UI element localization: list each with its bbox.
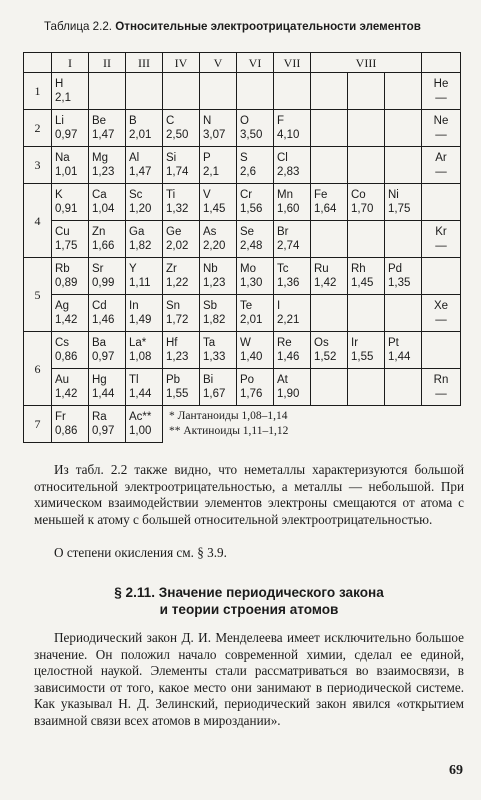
element-symbol: Xe <box>433 300 449 312</box>
element-electronegativity: 1,76 <box>240 388 263 400</box>
element-symbol: Fe <box>314 189 328 201</box>
element-electronegativity: 1,23 <box>166 351 189 363</box>
element-electronegativity: 0,99 <box>92 277 115 289</box>
element-symbol: Mg <box>92 152 108 164</box>
element-cell <box>237 332 274 369</box>
element-cell <box>163 221 200 258</box>
element-symbol: He <box>433 78 449 90</box>
period-label: 4 <box>24 184 52 258</box>
element-electronegativity: 0,97 <box>92 351 115 363</box>
element-symbol: Mn <box>277 189 293 201</box>
element-electronegativity: 2,20 <box>203 240 226 252</box>
table-row <box>24 73 461 110</box>
element-symbol: Rb <box>55 263 70 275</box>
element-electronegativity: 1,44 <box>92 388 115 400</box>
element-electronegativity: 1,36 <box>277 277 300 289</box>
element-cell <box>89 221 126 258</box>
element-cell <box>200 221 237 258</box>
element-symbol: O <box>240 115 249 127</box>
element-electronegativity: 1,47 <box>129 166 152 178</box>
element-symbol: B <box>129 115 137 127</box>
element-electronegativity: 1,82 <box>203 314 226 326</box>
element-cell <box>274 147 311 184</box>
element-cell <box>200 369 237 406</box>
element-symbol: Br <box>277 226 289 238</box>
section-heading-line-2: и теории строения атомов <box>159 602 339 617</box>
element-cell <box>385 258 422 295</box>
element-electronegativity: 1,45 <box>203 203 226 215</box>
element-electronegativity: 1,42 <box>314 277 337 289</box>
element-symbol: Ne <box>433 115 449 127</box>
empty-cell <box>348 221 385 258</box>
element-electronegativity: 1,40 <box>240 351 263 363</box>
element-cell <box>237 221 274 258</box>
element-symbol: At <box>277 374 288 386</box>
element-cell <box>89 147 126 184</box>
empty-cell <box>422 332 461 369</box>
table-row <box>24 258 461 295</box>
empty-cell <box>311 221 348 258</box>
period-label: 7 <box>24 406 52 443</box>
element-symbol: V <box>203 189 211 201</box>
element-electronegativity: 0,86 <box>55 351 78 363</box>
element-symbol: Ag <box>55 300 70 312</box>
element-electronegativity: 1,66 <box>92 240 115 252</box>
element-electronegativity: 1,32 <box>166 203 189 215</box>
element-symbol: Ac** <box>129 411 152 423</box>
element-electronegativity: 1,49 <box>129 314 152 326</box>
element-symbol: Li <box>55 115 64 127</box>
element-cell <box>126 184 163 221</box>
element-cell <box>52 332 89 369</box>
element-electronegativity: 1,45 <box>351 277 374 289</box>
element-symbol: Ru <box>314 263 329 275</box>
element-electronegativity: 1,74 <box>166 166 189 178</box>
element-electronegativity: 1,47 <box>92 129 115 141</box>
empty-cell <box>348 147 385 184</box>
group-header: V <box>200 53 237 73</box>
period-label: 1 <box>24 73 52 110</box>
element-electronegativity: 1,44 <box>388 351 411 363</box>
element-electronegativity: 1,55 <box>166 388 189 400</box>
element-symbol: Ba <box>92 337 107 349</box>
element-cell <box>126 110 163 147</box>
page-number: 69 <box>449 763 463 778</box>
element-electronegativity: 2,83 <box>277 166 300 178</box>
paragraph-2 <box>34 545 464 562</box>
element-electronegativity: 1,75 <box>388 203 411 215</box>
element-symbol: Hf <box>166 337 178 349</box>
element-cell <box>163 332 200 369</box>
empty-cell <box>311 110 348 147</box>
element-cell <box>126 258 163 295</box>
element-cell <box>200 110 237 147</box>
element-cell <box>163 110 200 147</box>
period-label: 5 <box>24 258 52 332</box>
element-cell <box>163 147 200 184</box>
empty-cell <box>126 73 163 110</box>
element-cell <box>52 184 89 221</box>
element-cell <box>237 258 274 295</box>
group-header: VIII <box>311 53 422 73</box>
group-header: VI <box>237 53 274 73</box>
empty-cell <box>348 73 385 110</box>
empty-cell <box>422 258 461 295</box>
element-cell <box>274 332 311 369</box>
table-caption <box>44 20 464 33</box>
element-symbol: Sn <box>166 300 181 312</box>
element-symbol: Nb <box>203 263 218 275</box>
element-symbol: La* <box>129 337 147 349</box>
element-symbol: As <box>203 226 217 238</box>
table-row <box>24 406 461 443</box>
element-cell <box>52 369 89 406</box>
element-cell <box>163 258 200 295</box>
element-cell <box>200 184 237 221</box>
element-symbol: Ti <box>166 189 176 201</box>
empty-cell <box>311 73 348 110</box>
element-symbol: Mo <box>240 263 256 275</box>
footnotes <box>163 406 461 443</box>
element-symbol: Os <box>314 337 329 349</box>
element-cell <box>311 332 348 369</box>
element-cell <box>89 110 126 147</box>
element-cell <box>52 110 89 147</box>
element-symbol: Y <box>129 263 137 275</box>
element-electronegativity: — <box>435 240 447 252</box>
element-cell <box>89 332 126 369</box>
element-cell <box>348 184 385 221</box>
element-symbol: Pd <box>388 263 403 275</box>
element-symbol: Zr <box>166 263 177 275</box>
element-electronegativity: 1,23 <box>203 277 226 289</box>
element-electronegativity: 1,35 <box>388 277 411 289</box>
element-cell <box>126 369 163 406</box>
element-symbol: Kr <box>435 226 447 238</box>
empty-cell <box>311 147 348 184</box>
empty-cell <box>385 147 422 184</box>
element-cell <box>274 221 311 258</box>
element-electronegativity: 0,89 <box>55 277 78 289</box>
group-header-row <box>24 53 461 73</box>
group-header: I <box>52 53 89 73</box>
element-electronegativity: 1,46 <box>92 314 115 326</box>
element-cell <box>52 295 89 332</box>
element-cell <box>200 295 237 332</box>
element-symbol: Sc <box>129 189 143 201</box>
group-header: III <box>126 53 163 73</box>
element-electronegativity: 0,97 <box>92 425 115 437</box>
table-row <box>24 110 461 147</box>
element-symbol: Au <box>55 374 70 386</box>
element-electronegativity: 1,90 <box>277 388 300 400</box>
table-row <box>24 147 461 184</box>
element-symbol: Hg <box>92 374 107 386</box>
element-symbol: Si <box>166 152 177 164</box>
element-electronegativity: 1,42 <box>55 314 78 326</box>
element-electronegativity: — <box>435 388 447 400</box>
empty-cell <box>311 295 348 332</box>
table-row <box>24 332 461 369</box>
empty-cell <box>274 73 311 110</box>
element-symbol: Po <box>240 374 255 386</box>
element-symbol: Be <box>92 115 107 127</box>
element-electronegativity: 1,75 <box>55 240 78 252</box>
element-cell <box>52 406 89 443</box>
element-electronegativity: 2,74 <box>277 240 300 252</box>
element-electronegativity: 1,04 <box>92 203 115 215</box>
element-cell <box>237 184 274 221</box>
element-cell <box>52 147 89 184</box>
group-header <box>422 53 461 73</box>
element-symbol: Sb <box>203 300 218 312</box>
element-electronegativity: 1,00 <box>129 425 152 437</box>
empty-cell <box>200 73 237 110</box>
element-cell <box>89 295 126 332</box>
element-cell <box>126 221 163 258</box>
element-electronegativity: 2,50 <box>166 129 189 141</box>
table-row <box>24 184 461 221</box>
element-cell <box>422 221 461 258</box>
element-symbol: H <box>55 78 64 90</box>
group-header: VII <box>274 53 311 73</box>
element-symbol: K <box>55 189 63 201</box>
element-symbol: Cr <box>240 189 253 201</box>
element-symbol: Fr <box>55 411 66 423</box>
table-row <box>24 369 461 406</box>
element-symbol: Tc <box>277 263 289 275</box>
paragraph-3-text: Периодический закон Д. И. Менделеева имеет исключительно большое значение. Он положил начало современной химии, сделал ее единой, целостной наукой. Элементы стали рассматриваться во взаимосвязи, в зависимости от того, какое место они занимают в периодической системе. Как указывал Н. Д. Зелинский, периодический закон явился «открытием взаимной связи всех атомов в мироздании». <box>34 630 464 728</box>
element-symbol: Cd <box>92 300 107 312</box>
element-electronegativity: 4,10 <box>277 129 300 141</box>
element-electronegativity: 1,44 <box>129 388 152 400</box>
paragraph-2-text: О степени окисления см. § 3.9. <box>54 545 227 560</box>
element-electronegativity: 1,20 <box>129 203 152 215</box>
empty-cell <box>237 73 274 110</box>
element-electronegativity: — <box>435 166 447 178</box>
element-electronegativity: — <box>435 314 447 326</box>
element-cell <box>422 147 461 184</box>
empty-cell <box>385 295 422 332</box>
element-electronegativity: 1,46 <box>277 351 300 363</box>
element-symbol: Ra <box>92 411 107 423</box>
element-cell <box>274 369 311 406</box>
empty-cell <box>385 221 422 258</box>
element-cell <box>422 73 461 110</box>
element-cell <box>274 110 311 147</box>
caption-label: Таблица 2.2. <box>44 20 113 33</box>
element-electronegativity: 0,91 <box>55 203 78 215</box>
element-symbol: Ca <box>92 189 107 201</box>
element-cell <box>274 258 311 295</box>
element-symbol: Al <box>129 152 140 164</box>
element-electronegativity: 1,30 <box>240 277 263 289</box>
element-cell <box>126 332 163 369</box>
element-symbol: N <box>203 115 212 127</box>
element-cell <box>422 369 461 406</box>
element-cell <box>385 184 422 221</box>
element-electronegativity: — <box>435 129 447 141</box>
element-cell <box>52 221 89 258</box>
element-cell <box>89 258 126 295</box>
element-electronegativity: 1,64 <box>314 203 337 215</box>
corner-cell <box>24 53 52 73</box>
paragraph-1-text: Из табл. 2.2 также видно, что неметаллы характеризуются большой относительной электроотрицательностью, а металлы — небольшой. При химическом взаимодействии элементов электроны смещаются от атома с меньшей к атому с большей относительной электроотрицательностью. <box>34 462 464 527</box>
element-cell <box>200 258 237 295</box>
element-electronegativity: 2,1 <box>55 92 71 104</box>
element-symbol: Pb <box>166 374 181 386</box>
element-symbol: P <box>203 152 211 164</box>
element-cell <box>200 332 237 369</box>
element-symbol: C <box>166 115 175 127</box>
element-electronegativity: 1,11 <box>129 277 151 289</box>
group-header: II <box>89 53 126 73</box>
element-cell <box>163 184 200 221</box>
empty-cell <box>311 369 348 406</box>
element-symbol: Ga <box>129 226 145 238</box>
table-row <box>24 221 461 258</box>
element-symbol: Cl <box>277 152 288 164</box>
element-electronegativity: 1,72 <box>166 314 189 326</box>
empty-cell <box>422 184 461 221</box>
electronegativity-table <box>23 52 461 443</box>
footnote: ** Актиноиды 1,11–1,12 <box>169 425 289 438</box>
element-electronegativity: 2,21 <box>277 314 300 326</box>
element-cell <box>52 73 89 110</box>
element-symbol: F <box>277 115 285 127</box>
empty-cell <box>385 110 422 147</box>
element-electronegativity: 1,42 <box>55 388 78 400</box>
element-symbol: I <box>277 300 281 312</box>
empty-cell <box>89 73 126 110</box>
element-cell <box>89 406 126 443</box>
element-symbol: Rh <box>351 263 366 275</box>
footnote: * Лантаноиды 1,08–1,14 <box>169 410 288 423</box>
empty-cell <box>163 73 200 110</box>
period-label: 3 <box>24 147 52 184</box>
element-electronegativity: 1,70 <box>351 203 374 215</box>
element-cell <box>237 295 274 332</box>
element-electronegativity: 1,22 <box>166 277 189 289</box>
element-symbol: Ni <box>388 189 399 201</box>
element-cell <box>237 147 274 184</box>
element-symbol: Zn <box>92 226 106 238</box>
element-electronegativity: 0,86 <box>55 425 78 437</box>
element-cell <box>385 332 422 369</box>
element-electronegativity: 2,1 <box>203 166 219 178</box>
element-symbol: Ar <box>435 152 447 164</box>
element-electronegativity: 1,23 <box>92 166 115 178</box>
element-symbol: Na <box>55 152 70 164</box>
element-electronegativity: — <box>435 92 447 104</box>
element-electronegativity: 1,52 <box>314 351 337 363</box>
paragraph-3 <box>34 630 464 730</box>
element-electronegativity: 1,33 <box>203 351 226 363</box>
element-symbol: Ir <box>351 337 359 349</box>
element-electronegativity: 1,55 <box>351 351 374 363</box>
element-cell <box>163 369 200 406</box>
element-cell <box>52 258 89 295</box>
element-electronegativity: 1,82 <box>129 240 152 252</box>
element-cell <box>348 332 385 369</box>
element-symbol: Re <box>277 337 292 349</box>
element-symbol: Pt <box>388 337 399 349</box>
element-symbol: Te <box>240 300 253 312</box>
element-cell <box>163 295 200 332</box>
element-symbol: Cu <box>55 226 70 238</box>
table-body <box>24 73 461 443</box>
element-symbol: Bi <box>203 374 214 386</box>
empty-cell <box>348 369 385 406</box>
element-electronegativity: 2,02 <box>166 240 189 252</box>
element-electronegativity: 1,01 <box>55 166 78 178</box>
element-electronegativity: 1,60 <box>277 203 300 215</box>
element-electronegativity: 2,01 <box>129 129 152 141</box>
element-cell <box>274 295 311 332</box>
section-heading <box>34 584 464 618</box>
element-electronegativity: 2,6 <box>240 166 256 178</box>
element-cell <box>200 147 237 184</box>
element-cell <box>89 369 126 406</box>
element-cell <box>422 295 461 332</box>
element-cell <box>348 258 385 295</box>
element-cell <box>311 184 348 221</box>
element-symbol: S <box>240 152 248 164</box>
element-symbol: Cs <box>55 337 70 349</box>
paragraph-1 <box>34 462 464 528</box>
element-electronegativity: 1,56 <box>240 203 263 215</box>
element-cell <box>89 184 126 221</box>
element-electronegativity: 3,50 <box>240 129 263 141</box>
element-symbol: W <box>240 337 251 349</box>
element-electronegativity: 2,01 <box>240 314 263 326</box>
empty-cell <box>348 295 385 332</box>
element-symbol: Sr <box>92 263 104 275</box>
empty-cell <box>385 73 422 110</box>
element-electronegativity: 0,97 <box>55 129 78 141</box>
element-cell <box>274 184 311 221</box>
element-cell <box>126 295 163 332</box>
empty-cell <box>385 369 422 406</box>
element-cell <box>237 110 274 147</box>
element-symbol: Rn <box>433 374 449 386</box>
element-cell <box>237 369 274 406</box>
element-cell <box>126 406 163 443</box>
period-label: 6 <box>24 332 52 406</box>
element-symbol: Co <box>351 189 366 201</box>
period-label: 2 <box>24 110 52 147</box>
element-electronegativity: 2,48 <box>240 240 263 252</box>
element-symbol: Ta <box>203 337 216 349</box>
table-row <box>24 295 461 332</box>
caption-title: Относительные электроотрицательности элементов <box>115 20 421 33</box>
element-symbol: Tl <box>129 374 139 386</box>
element-symbol: Se <box>240 226 255 238</box>
element-electronegativity: 1,67 <box>203 388 226 400</box>
element-cell <box>422 110 461 147</box>
element-symbol: In <box>129 300 139 312</box>
element-cell <box>126 147 163 184</box>
element-symbol: Ge <box>166 226 182 238</box>
element-electronegativity: 3,07 <box>203 129 226 141</box>
group-header: IV <box>163 53 200 73</box>
empty-cell <box>348 110 385 147</box>
section-heading-line-1: § 2.11. Значение периодического закона <box>114 585 384 600</box>
element-cell <box>311 258 348 295</box>
element-electronegativity: 1,08 <box>129 351 152 363</box>
